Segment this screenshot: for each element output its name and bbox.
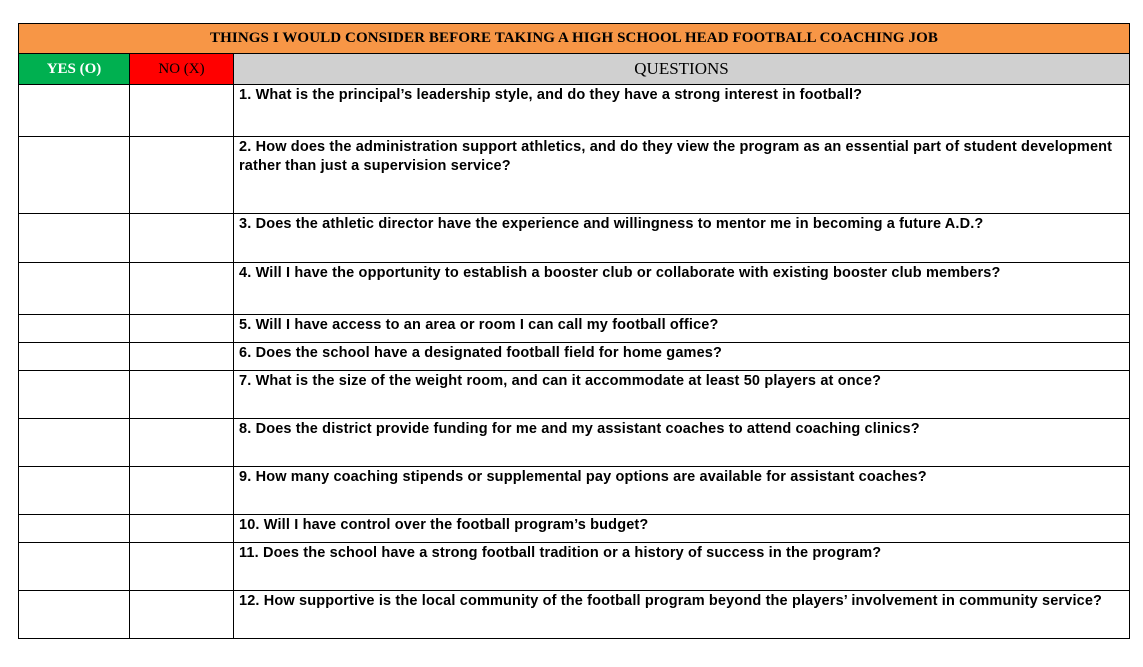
yes-cell[interactable]: [19, 515, 130, 543]
yes-cell[interactable]: [19, 214, 130, 263]
questions-column-header: QUESTIONS: [234, 54, 1130, 85]
question-text: 5. Will I have access to an area or room I can call my football office?: [234, 315, 1130, 343]
yes-cell[interactable]: [19, 467, 130, 515]
title-row: [19, 24, 1130, 54]
question-text: 11. Does the school have a strong football tradition or a history of success in the program?: [234, 543, 1130, 591]
question-text: 10. Will I have control over the football program’s budget?: [234, 515, 1130, 543]
question-text: 3. Does the athletic director have the experience and willingness to mentor me in becoming a future A.D.?: [234, 214, 1130, 263]
question-text: 6. Does the school have a designated football field for home games?: [234, 343, 1130, 371]
yes-cell[interactable]: [19, 85, 130, 137]
question-text: 9. How many coaching stipends or supplemental pay options are available for assistant coaches?: [234, 467, 1130, 515]
yes-cell[interactable]: [19, 543, 130, 591]
no-column-header: NO (X): [130, 54, 234, 85]
question-text: 12. How supportive is the local community of the football program beyond the players’ involvement in community service?: [234, 591, 1130, 639]
yes-cell[interactable]: [19, 137, 130, 214]
yes-cell[interactable]: [19, 315, 130, 343]
yes-cell[interactable]: [19, 371, 130, 419]
no-cell[interactable]: [130, 543, 234, 591]
table-row: [19, 315, 1130, 343]
no-cell[interactable]: [130, 343, 234, 371]
table-row: [19, 467, 1130, 515]
checklist-table: [18, 23, 1130, 639]
no-cell[interactable]: [130, 137, 234, 214]
table-title: THINGS I WOULD CONSIDER BEFORE TAKING A HIGH SCHOOL HEAD FOOTBALL COACHING JOB: [19, 24, 1130, 54]
table-row: [19, 263, 1130, 315]
table-row: [19, 214, 1130, 263]
table-row: [19, 543, 1130, 591]
yes-cell[interactable]: [19, 343, 130, 371]
table-row: [19, 515, 1130, 543]
no-cell[interactable]: [130, 315, 234, 343]
question-text: 4. Will I have the opportunity to establish a booster club or collaborate with existing booster club members?: [234, 263, 1130, 315]
table-row: [19, 591, 1130, 639]
no-cell[interactable]: [130, 591, 234, 639]
table-row: [19, 343, 1130, 371]
no-cell[interactable]: [130, 371, 234, 419]
no-cell[interactable]: [130, 214, 234, 263]
yes-cell[interactable]: [19, 263, 130, 315]
question-text: 8. Does the district provide funding for me and my assistant coaches to attend coaching clinics?: [234, 419, 1130, 467]
no-cell[interactable]: [130, 85, 234, 137]
no-cell[interactable]: [130, 515, 234, 543]
yes-cell[interactable]: [19, 591, 130, 639]
table-row: [19, 419, 1130, 467]
no-cell[interactable]: [130, 263, 234, 315]
header-row: [19, 54, 1130, 85]
yes-column-header: YES (O): [19, 54, 130, 85]
question-text: 1. What is the principal’s leadership style, and do they have a strong interest in football?: [234, 85, 1130, 137]
yes-cell[interactable]: [19, 419, 130, 467]
table-row: [19, 371, 1130, 419]
question-text: 2. How does the administration support athletics, and do they view the program as an essential part of student development rather than just a supervision service?: [234, 137, 1130, 214]
question-text: 7. What is the size of the weight room, and can it accommodate at least 50 players at once?: [234, 371, 1130, 419]
no-cell[interactable]: [130, 419, 234, 467]
table-row: [19, 137, 1130, 214]
no-cell[interactable]: [130, 467, 234, 515]
table-row: [19, 85, 1130, 137]
